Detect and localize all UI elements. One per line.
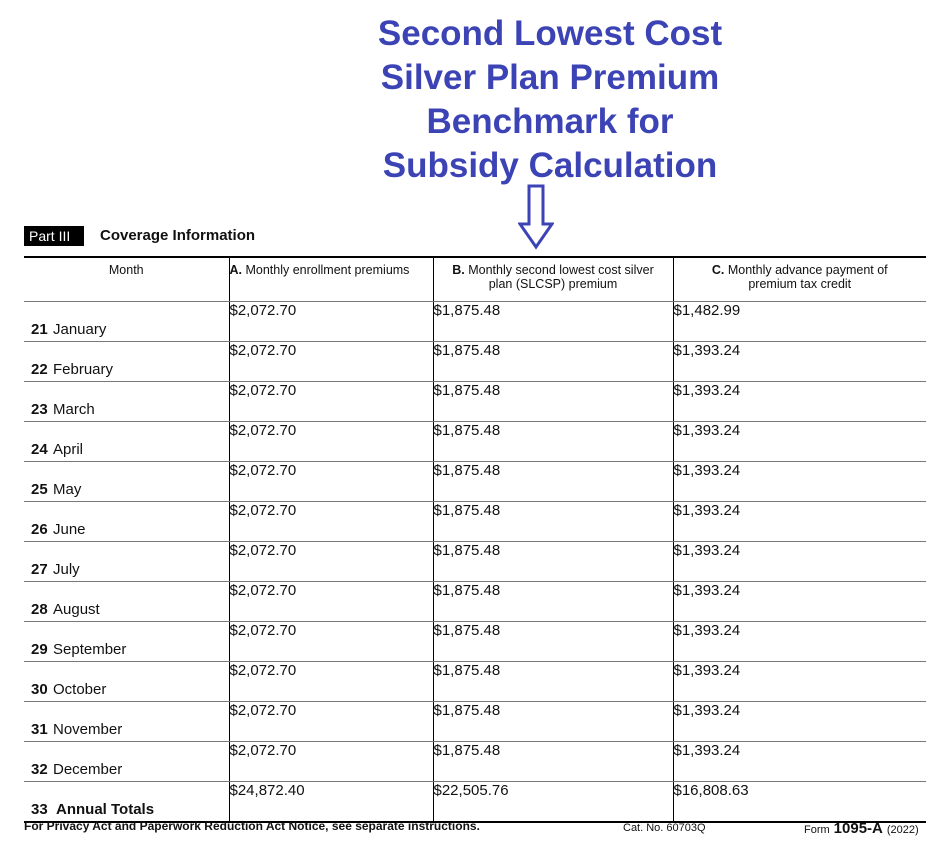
callout-line-2: Silver Plan Premium — [380, 58, 720, 97]
month-cell — [24, 662, 229, 702]
header-b-letter: B. — [452, 263, 465, 277]
table-row — [24, 422, 926, 462]
month-name: February — [53, 361, 114, 378]
header-c-text-1: Monthly advance payment of — [727, 263, 888, 277]
month-name: July — [53, 561, 80, 578]
advance-credit-cell: $1,393.24 — [673, 422, 926, 462]
header-month: Month — [24, 257, 229, 302]
line-number: 27 — [31, 561, 48, 578]
annual-totals-row — [24, 782, 926, 823]
totals-label: Annual Totals — [56, 801, 155, 818]
form-id — [804, 820, 919, 837]
form-name: 1095-A — [833, 820, 883, 837]
slcsp-premium-cell: $1,875.48 — [433, 742, 673, 782]
part-title: Coverage Information — [100, 227, 256, 244]
enrollment-premium-cell: $2,072.70 — [229, 422, 433, 462]
month-cell — [24, 742, 229, 782]
header-a — [229, 257, 433, 302]
table-row — [24, 342, 926, 382]
month-cell — [24, 382, 229, 422]
header-b-text-1: Monthly second lowest cost silver — [468, 263, 654, 277]
month-cell — [24, 582, 229, 622]
line-number: 21 — [31, 321, 48, 338]
advance-credit-cell: $1,393.24 — [673, 462, 926, 502]
line-number: 23 — [31, 401, 48, 418]
month-cell — [24, 542, 229, 582]
line-number: 24 — [31, 441, 48, 458]
table-row — [24, 302, 926, 342]
table-row — [24, 622, 926, 662]
advance-credit-cell: $1,393.24 — [673, 622, 926, 662]
month-cell — [24, 342, 229, 382]
slcsp-premium-cell: $1,875.48 — [433, 422, 673, 462]
slcsp-premium-cell: $1,875.48 — [433, 462, 673, 502]
header-a-text: Monthly enrollment premiums — [245, 263, 410, 277]
advance-credit-cell: $1,393.24 — [673, 662, 926, 702]
advance-credit-cell: $1,393.24 — [673, 542, 926, 582]
header-b-text-2: plan (SLCSP) premium — [488, 277, 618, 291]
table-row — [24, 542, 926, 582]
table-row — [24, 502, 926, 542]
table-row — [24, 702, 926, 742]
month-cell — [24, 702, 229, 742]
line-number: 31 — [31, 721, 48, 738]
line-number: 22 — [31, 361, 48, 378]
form-year: (2022) — [886, 824, 919, 836]
advance-credit-cell: $1,393.24 — [673, 582, 926, 622]
line-number: 26 — [31, 521, 48, 538]
header-a-letter: A. — [229, 263, 242, 277]
privacy-notice: For Privacy Act and Paperwork Reduction Act Notice, see separate instructions. — [24, 819, 480, 833]
table-row — [24, 742, 926, 782]
total-enrollment-premium: $24,872.40 — [229, 782, 433, 823]
total-slcsp-premium: $22,505.76 — [433, 782, 673, 823]
slcsp-premium-cell: $1,875.48 — [433, 662, 673, 702]
enrollment-premium-cell: $2,072.70 — [229, 502, 433, 542]
enrollment-premium-cell: $2,072.70 — [229, 302, 433, 342]
advance-credit-cell: $1,482.99 — [673, 302, 926, 342]
advance-credit-cell: $1,393.24 — [673, 702, 926, 742]
total-advance-credit: $16,808.63 — [673, 782, 926, 823]
month-cell — [24, 462, 229, 502]
table-row — [24, 462, 926, 502]
slcsp-premium-cell: $1,875.48 — [433, 622, 673, 662]
table-row — [24, 662, 926, 702]
enrollment-premium-cell: $2,072.70 — [229, 462, 433, 502]
header-c-letter: C. — [711, 263, 725, 277]
slcsp-premium-cell: $1,875.48 — [433, 542, 673, 582]
line-number: 30 — [31, 681, 48, 698]
form-word: Form — [804, 824, 830, 836]
line-number: 32 — [31, 761, 48, 778]
enrollment-premium-cell: $2,072.70 — [229, 342, 433, 382]
advance-credit-cell: $1,393.24 — [673, 382, 926, 422]
enrollment-premium-cell: $2,072.70 — [229, 622, 433, 662]
enrollment-premium-cell: $2,072.70 — [229, 582, 433, 622]
down-arrow-icon — [518, 184, 554, 250]
slcsp-premium-cell: $1,875.48 — [433, 382, 673, 422]
coverage-table — [24, 256, 926, 823]
part-badge: Part III — [24, 226, 84, 246]
line-number: 29 — [31, 641, 48, 658]
callout-line-3: Benchmark for — [426, 102, 674, 141]
line-number: 33 — [31, 801, 48, 818]
totals-label-cell — [24, 782, 229, 823]
month-name: September — [53, 641, 127, 658]
month-name: November — [53, 721, 123, 738]
table-row — [24, 582, 926, 622]
line-number: 25 — [31, 481, 48, 498]
enrollment-premium-cell: $2,072.70 — [229, 742, 433, 782]
month-name: May — [53, 481, 82, 498]
enrollment-premium-cell: $2,072.70 — [229, 662, 433, 702]
table-row — [24, 382, 926, 422]
table-header-row — [24, 257, 926, 302]
slcsp-premium-cell: $1,875.48 — [433, 302, 673, 342]
month-name: June — [53, 521, 86, 538]
month-name: December — [53, 761, 123, 778]
month-cell — [24, 502, 229, 542]
callout-line-1: Second Lowest Cost — [377, 14, 723, 53]
month-name: April — [53, 441, 84, 458]
month-name: August — [53, 601, 100, 618]
line-number: 28 — [31, 601, 48, 618]
month-cell — [24, 422, 229, 462]
advance-credit-cell: $1,393.24 — [673, 342, 926, 382]
enrollment-premium-cell: $2,072.70 — [229, 542, 433, 582]
advance-credit-cell: $1,393.24 — [673, 742, 926, 782]
month-name: October — [53, 681, 107, 698]
month-cell — [24, 622, 229, 662]
header-b — [433, 257, 673, 302]
callout-line-4: Subsidy Calculation — [382, 146, 718, 185]
header-c-text-2: premium tax credit — [748, 277, 852, 291]
month-cell — [24, 302, 229, 342]
slcsp-premium-cell: $1,875.48 — [433, 342, 673, 382]
slcsp-premium-cell: $1,875.48 — [433, 582, 673, 622]
month-name: March — [53, 401, 95, 418]
header-c — [673, 257, 926, 302]
slcsp-callout — [330, 12, 770, 188]
slcsp-premium-cell: $1,875.48 — [433, 502, 673, 542]
month-name: January — [53, 321, 107, 338]
enrollment-premium-cell: $2,072.70 — [229, 382, 433, 422]
catalog-number: Cat. No. 60703Q — [623, 822, 706, 834]
advance-credit-cell: $1,393.24 — [673, 502, 926, 542]
slcsp-premium-cell: $1,875.48 — [433, 702, 673, 742]
enrollment-premium-cell: $2,072.70 — [229, 702, 433, 742]
